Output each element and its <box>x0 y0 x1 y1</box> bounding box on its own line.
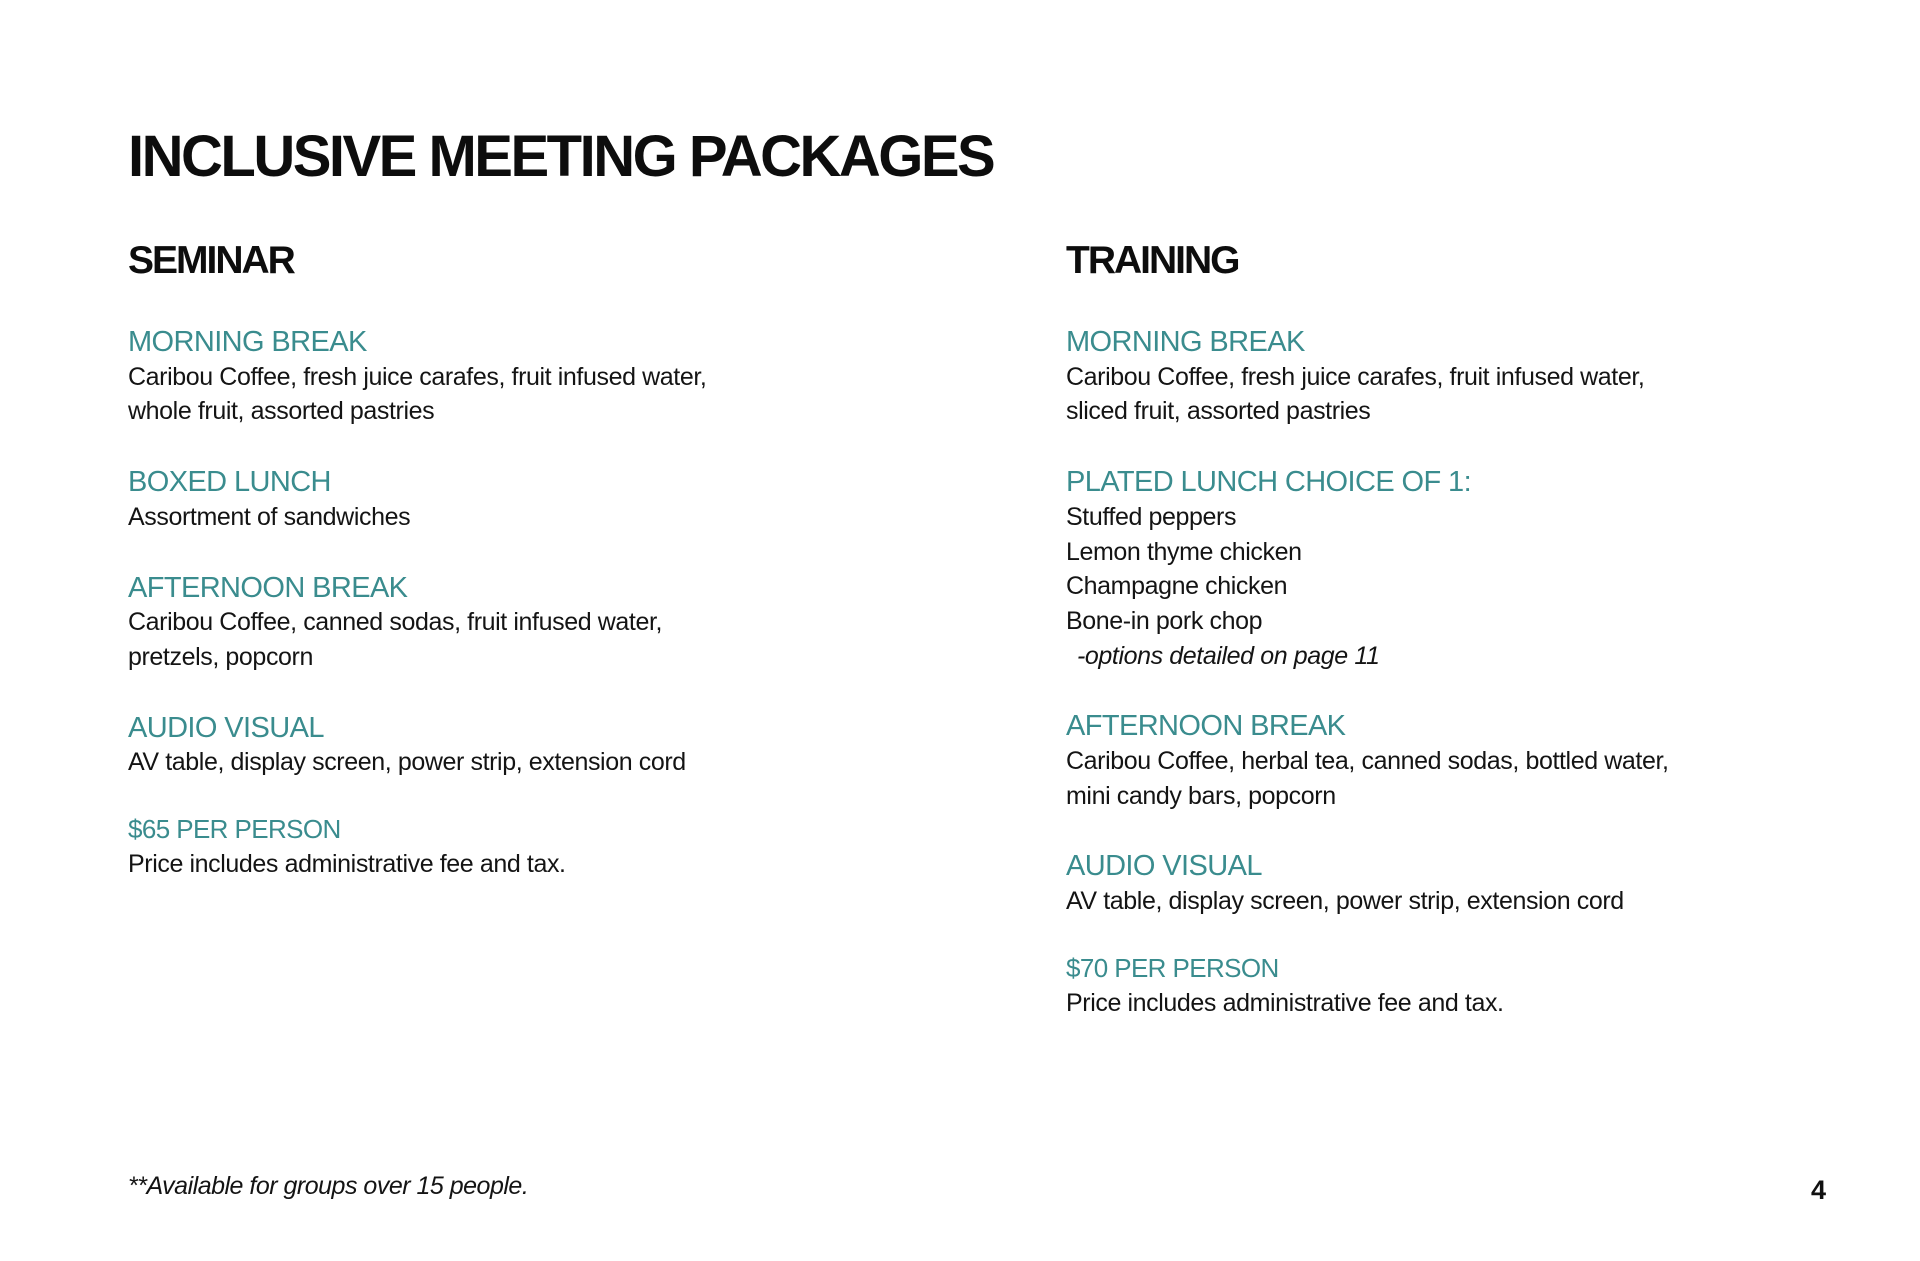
section-title: PLATED LUNCH CHOICE OF 1: <box>1066 466 1472 499</box>
section-boxed-lunch <box>128 465 888 534</box>
price-label: $70 PER PERSON <box>1066 952 1279 983</box>
section-70-per-person <box>1066 951 1826 1020</box>
section-title: MORNING BREAK <box>1066 326 1305 358</box>
section-text-line: Caribou Coffee, herbal tea, canned sodas, bottled water, <box>1066 747 1669 776</box>
section-text-line: pretzels, popcorn <box>128 642 313 671</box>
section-title: BOXED LUNCH <box>128 466 331 499</box>
page-number: 4 <box>1810 1175 1826 1205</box>
section-text-line: AV table, display screen, power strip, extension cord <box>128 748 686 777</box>
section-text-line: AV table, display screen, power strip, extension cord <box>1066 887 1624 916</box>
section-text-line: Caribou Coffee, canned sodas, fruit infused water, <box>128 608 663 637</box>
section-afternoon-break <box>1066 709 1826 813</box>
footnote: **Available for groups over 15 people. <box>128 1172 529 1200</box>
section-list <box>1066 325 1826 1020</box>
price-note: Price includes administrative fee and tax. <box>1066 988 1504 1017</box>
section-text-line: Caribou Coffee, fresh juice carafes, fruit infused water, <box>1066 362 1645 391</box>
section-title: AFTERNOON BREAK <box>128 571 408 604</box>
options-note: -options detailed on page 11 <box>1077 641 1380 670</box>
section-audio-visual <box>128 711 888 780</box>
section-65-per-person <box>128 812 888 881</box>
section-title: AUDIO VISUAL <box>1066 850 1262 883</box>
section-text-line: Lemon thyme chicken <box>1066 537 1302 566</box>
section-text-line: Champagne chicken <box>1066 572 1288 601</box>
section-text-line: Caribou Coffee, fresh juice carafes, fruit infused water, <box>128 362 707 391</box>
price-note: Price includes administrative fee and tax. <box>128 849 566 878</box>
column-heading: SEMINAR <box>128 239 294 282</box>
section-text-line: whole fruit, assorted pastries <box>128 397 435 426</box>
section-text-line: Bone-in pork chop <box>1066 606 1263 635</box>
section-title: AUDIO VISUAL <box>128 711 324 744</box>
page-title: INCLUSIVE MEETING PACKAGES <box>128 124 994 189</box>
section-title: AFTERNOON BREAK <box>1066 710 1346 743</box>
section-morning-break <box>128 325 888 429</box>
section-text-line: Assortment of sandwiches <box>128 502 411 531</box>
section-text-line: sliced fruit, assorted pastries <box>1066 397 1371 426</box>
section-text-line: Stuffed peppers <box>1066 502 1237 531</box>
section-morning-break <box>1066 325 1826 429</box>
price-label: $65 PER PERSON <box>128 814 341 845</box>
column-heading: TRAINING <box>1066 239 1239 282</box>
section-afternoon-break <box>128 571 888 675</box>
section-list <box>128 325 888 881</box>
section-plated-lunch-choice-of-1 <box>1066 465 1826 673</box>
section-audio-visual <box>1066 849 1826 918</box>
section-text-line: mini candy bars, popcorn <box>1066 781 1336 810</box>
seminar-column <box>128 240 888 917</box>
section-title: MORNING BREAK <box>128 326 367 358</box>
training-column <box>1066 240 1826 1056</box>
